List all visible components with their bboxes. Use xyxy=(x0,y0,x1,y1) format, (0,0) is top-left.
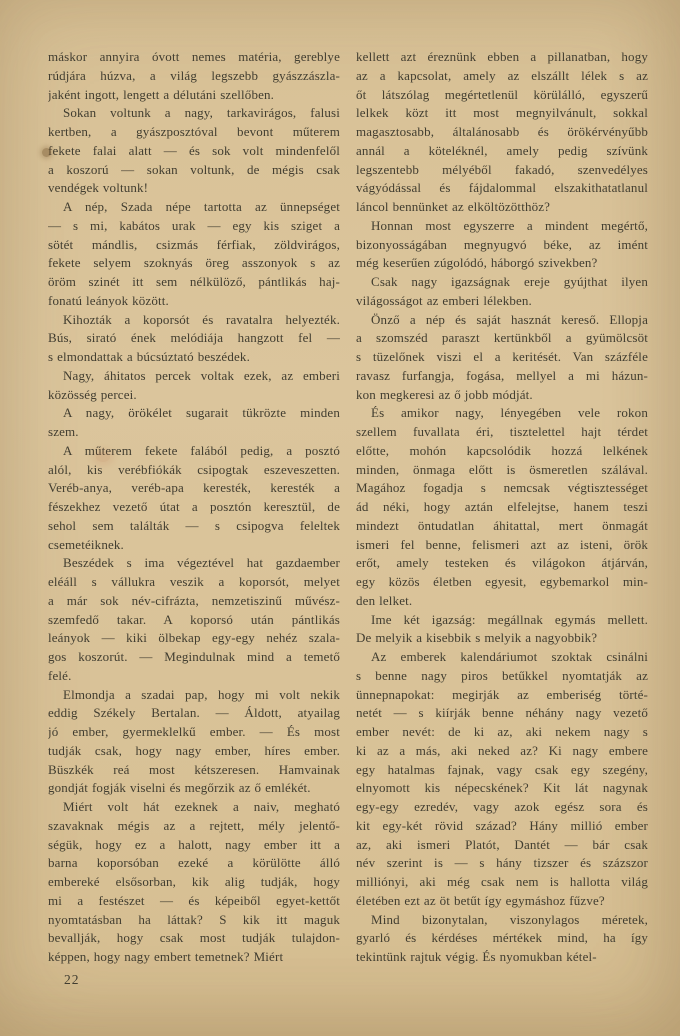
text-line: kellett azt éreznünk ebben a pillanatban, hogy xyxy=(356,49,648,64)
text-line: Honnan most egyszerre a mindent megértő, xyxy=(371,217,648,233)
text-line: fekete selyem szoknyás öreg asszonyok s az xyxy=(48,255,340,271)
text-line: barna koporsóban ezeké a körülötte álló xyxy=(48,855,340,871)
text-line: ki az a más, aki neked az? Ki nagy embere xyxy=(356,742,648,758)
text-line: A nagy, örökélet sugarait tükrözte minden xyxy=(63,405,340,421)
text-line: láncol bennünket az elköltözötthöz? xyxy=(356,199,551,214)
text-line: eddig Székely Bertalan. — Áldott, atyailag xyxy=(48,705,340,721)
text-line: jó ember, gyermeklelkű ember. — És most xyxy=(48,724,340,739)
text-line: ismeri fel benne, felismeri azt az isteni, örök xyxy=(356,536,648,552)
text-line: sötét mándlis, csizmás férfiak, zöldvirágos, xyxy=(48,236,340,252)
text-line: És amikor nagy, lényegében vele rokon xyxy=(371,405,648,421)
paragraph xyxy=(48,404,340,442)
text-line: Veréb-anya, veréb-apa keresték, keresték a xyxy=(48,480,340,496)
text-line: név szerint is — s hány tizszer és százszor xyxy=(356,855,648,871)
text-line: Ime két igazság: megállnak egymás mellett. xyxy=(371,611,648,627)
text-line: s tüzelőnek viszi el a keritését. Van százféle xyxy=(356,349,648,364)
text-line: jaként ingott, lengett a délutáni szellőben. xyxy=(48,86,275,102)
text-line: egy hatalmas fajnak, vagy csak egy szegény, xyxy=(356,761,648,777)
text-line: gyarló és kérdéses mértékek mind, ha így xyxy=(356,930,648,946)
text-line: s elmondattak a búcsúztató beszédek. xyxy=(48,349,250,364)
text-line: mi a festészet — és képeiből egyet-kettőt xyxy=(48,892,340,908)
text-line: Magához fogadja s nemcsak végtisztességet xyxy=(356,480,648,496)
text-line: az a kapcsolat, amely az elszállt lélek s az xyxy=(356,67,648,83)
text-line: A műterem fekete falából pedig, a posztó xyxy=(63,442,340,458)
text-line: eléáll s vállukra veszik a koporsót, melyet xyxy=(48,574,340,589)
text-line: bevallják, hogy csak most tudják tulajdon- xyxy=(48,930,340,946)
text-line: máskor annyira óvott nemes matéria, gereblye xyxy=(48,49,340,64)
column-left xyxy=(48,48,340,967)
paragraph xyxy=(356,273,648,311)
text-line: bizonyosságában megnyugvó béke, az imént xyxy=(356,236,648,252)
text-line: fekete falai alatt — és sok volt mindenfelől xyxy=(48,142,340,158)
text-line: annál a köteléknél, amely pedig szívünk xyxy=(356,142,648,158)
text-line: tekintünk rajtuk végig. És nyomukban kétel- xyxy=(356,949,597,964)
text-line: Nagy, áhitatos percek voltak ezek, az emberi xyxy=(63,367,340,383)
text-line: a koszorú — sokan voltunk, de mégis csak xyxy=(48,161,340,177)
text-line: őt látszólag megértetlenül körülálló, egyszerű xyxy=(356,86,648,102)
paragraph xyxy=(48,442,340,555)
text-line: szem. xyxy=(48,424,79,439)
text-line: Kihozták a koporsót és ravatalra helyezték. xyxy=(63,311,340,327)
text-line: rúdjára húzva, a világ legszebb gyászzászla- xyxy=(48,67,340,83)
text-line: mindezt öntudatlan áhitattal, mert önmagát xyxy=(356,517,648,533)
text-line: ád néki, hogy aztán elfelejtse, hanem teszi xyxy=(356,499,648,514)
text-line: Sokan voltunk a nagy, tarkavirágos, falusi xyxy=(63,105,340,121)
paragraph xyxy=(48,554,340,685)
text-line: vendégek voltunk! xyxy=(48,180,149,196)
text-line: ravasz furfangja, fogása, mellyel a mi házun- xyxy=(356,367,648,383)
text-line: Elmondja a szadai pap, hogy mi volt nekik xyxy=(63,686,340,702)
text-line: milliónyi, aki még csak nem is hallotta világ xyxy=(356,874,648,889)
text-line: szemfedő takar. A koporsó után pántlikás xyxy=(48,611,340,627)
text-line: szavaknak mégis az a rejtett, mély jelentő- xyxy=(48,817,340,833)
text-line: egy-egy ezredév, vagy azok egész sora és xyxy=(356,799,648,814)
text-line: minden, önmaga előtt is ösmeretlen szálával. xyxy=(356,461,648,477)
text-line: alól, kis verébfiókák csipogtak eszeveszetten. xyxy=(48,461,340,477)
text-line: csemetéiknek. xyxy=(48,536,124,552)
text-line: a már sok név-cifrázta, nemzetiszinű művész- xyxy=(48,592,340,608)
page-number: 22 xyxy=(64,972,80,987)
text-line: Csak nagy igazságnak ereje gyújthat ilyen xyxy=(371,274,648,289)
text-line: kit egy-két rövid század? Hány millió ember xyxy=(356,817,648,833)
column-right xyxy=(356,48,648,967)
text-line: fészekhez vezető útat a posztón keresztül, de xyxy=(48,499,340,514)
text-line: vágyódással és fájdalommal elszakithatatlanul xyxy=(356,180,648,196)
text-line: öröm szinét itt sem nélkülöző, pántlikás haj- xyxy=(48,274,340,289)
text-line: Mind bizonytalan, viszonylagos méretek, xyxy=(371,911,648,927)
paragraph xyxy=(356,911,648,967)
text-line: az, aki ismeri Platót, Dantét — bár csak xyxy=(356,836,648,852)
paragraph xyxy=(48,367,340,405)
text-line: den lelket. xyxy=(356,592,413,608)
text-line: világosságot az emberi lélekben. xyxy=(356,292,532,308)
text-line: embereké elsősorban, kik alig tudják, hogy xyxy=(48,874,340,889)
text-line: A nép, Szada népe tartotta az ünnepséget xyxy=(63,199,340,214)
paragraph xyxy=(48,198,340,311)
text-line: Az emberek kalendáriumot szoktak csinálni xyxy=(371,649,648,664)
paragraph xyxy=(356,404,648,610)
paragraph xyxy=(48,104,340,198)
text-line: fonatú leányok között. xyxy=(48,292,169,308)
text-line: netét — s kiírják benne néhány nagy vezető xyxy=(356,705,648,721)
text-line: kon megkeresi az ő jobb módját. xyxy=(356,386,533,402)
paragraph xyxy=(356,311,648,405)
paragraph xyxy=(356,648,648,911)
paragraph xyxy=(356,611,648,649)
text-line: De melyik a kisebbik s melyik a nagyobbik? xyxy=(356,630,598,646)
paragraph xyxy=(48,311,340,367)
text-line: még keserűen zúgolódó, háborgó szivekben? xyxy=(356,255,598,271)
text-line: elnyomott kis népecskének? Kit lát nagynak xyxy=(356,780,648,796)
text-line: magasztosabb, általánosabb és örökérvényűbb xyxy=(356,124,648,139)
text-line: Beszédek s ima végeztével hat gazdaember xyxy=(63,555,340,571)
text-line: legszentebb mélyéből fakadó, szenvedélyes xyxy=(356,161,648,177)
text-line: a szomszéd paraszt kertünkből a gyümölcsöt xyxy=(356,330,648,346)
text-line: erőt, amely testeken és világokon átjárván, xyxy=(356,555,648,571)
text-line: ségük, hogy ez a halott, nagy ember itt a xyxy=(48,836,340,852)
paragraph xyxy=(48,48,340,104)
text-line: gos koszorút. — Megindulnak mind a temető xyxy=(48,649,340,664)
paragraph xyxy=(48,686,340,799)
text-line: Büszkék reá most kétszeresen. Hamvainak xyxy=(48,761,340,777)
text-line: gondját fogják viselni és megőrzik az ő emlékét. xyxy=(48,780,311,796)
paragraph xyxy=(356,217,648,273)
text-line: közösség percei. xyxy=(48,386,137,402)
text-line: sehol sem találták — s csipogva feleltek xyxy=(48,517,340,533)
text-line: tudják csak, hogy nagy ember, híres ember. xyxy=(48,742,340,758)
text-line: leányok — kiki ölbekap egy-egy nehéz szala- xyxy=(48,630,340,646)
text-line: képpen, hogy nagy embert temetnek? Miért xyxy=(48,949,284,964)
text-line: Miért volt hát ezeknek a naiv, megható xyxy=(63,799,340,814)
text-line: Önző a nép és saját hasznát kereső. Ellopja xyxy=(371,311,648,327)
paragraph xyxy=(356,48,648,217)
text-line: életében ezt az öt betűt így egymáshoz fűzve? xyxy=(356,892,605,908)
text-line: — s mi, kabátos urak — egy kis sziget a xyxy=(48,217,340,233)
text-line: ünnepnapokat: megirják az emberiség törté- xyxy=(356,686,648,702)
text-line: felé. xyxy=(48,667,72,683)
text-line: s benne nagy piros betűkkel nyomtatják az xyxy=(356,667,648,683)
text-line: szellem fuvallata éri, tisztelettel hajt térdet xyxy=(356,424,648,439)
text-line: ember nevét: de ki az, aki nekem nagy s xyxy=(356,724,648,739)
text-line: lelkek közt itt most megnyilvánult, sokkal xyxy=(356,105,648,121)
text-line: Bús, sirató ének melódiája hangzott fel — xyxy=(48,330,340,346)
text-line: kertben, a gyászposztóval bevont műterem xyxy=(48,124,340,139)
text-line: egy közös életben egyesit, egybemarkol min- xyxy=(356,574,648,589)
text-line: előtte, mohón kapcsolódik hozzá lelkének xyxy=(356,442,648,458)
paragraph xyxy=(48,798,340,967)
text-line: nyomtatásban ha láttak? S kik itt maguk xyxy=(48,911,340,927)
